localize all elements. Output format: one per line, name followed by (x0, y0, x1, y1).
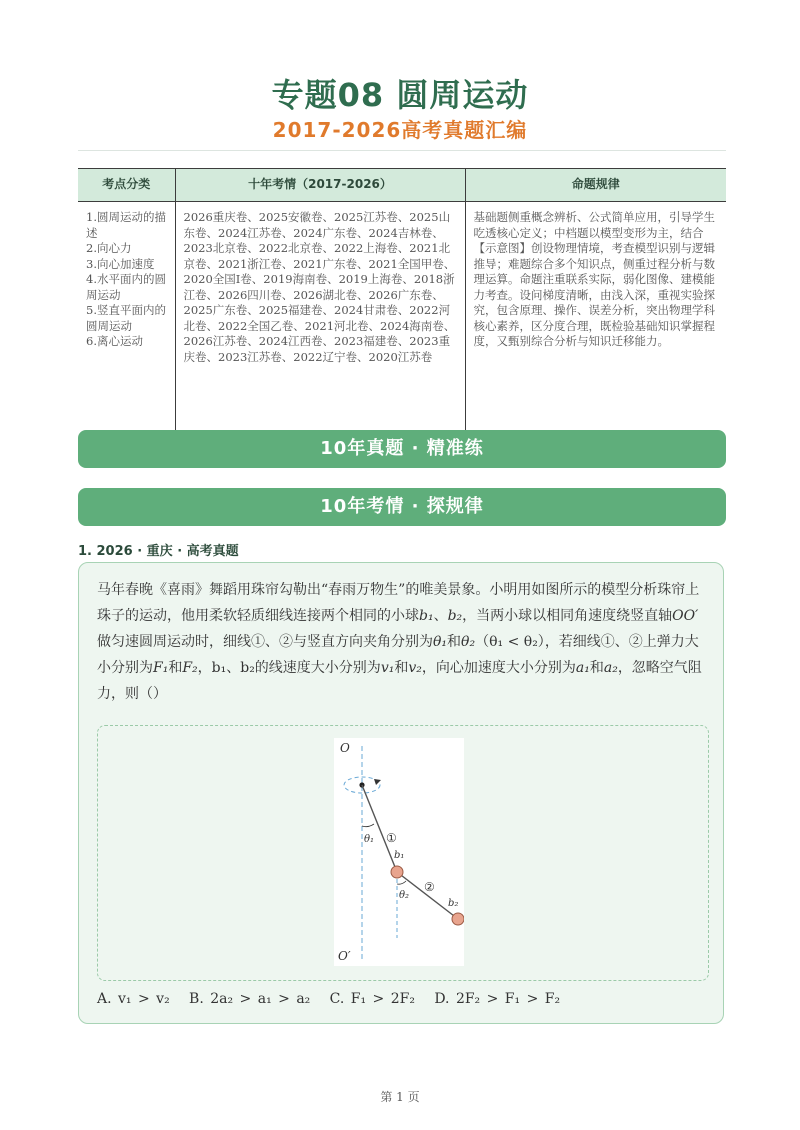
category-cell (78, 202, 175, 435)
stem-text: 和 (394, 660, 409, 676)
symbol-F1: F₁ (153, 660, 169, 676)
page-number: 第 1 页 (380, 1090, 420, 1104)
summary-table (78, 168, 726, 434)
category-item: 3.向心加速度 (86, 256, 155, 271)
page-subtitle: 2017-2026高考真题汇编 (272, 118, 528, 142)
category-item: 4.水平面内的圆周运动 (86, 272, 166, 302)
column-header: 考点分类 (78, 169, 175, 202)
stem-text: 做匀速圆周运动时，细线①、②与竖直方向夹角分别为 (97, 634, 433, 650)
symbol-v1: v₁ (380, 660, 395, 676)
option-d[interactable]: D. 2F₂ > F₁ > F₂ (434, 991, 561, 1007)
category-item: 5.竖直平面内的圆周运动 (86, 303, 166, 333)
question-header: 1. 2026 · 重庆 · 高考真题 (78, 544, 239, 559)
ball-b2 (452, 913, 464, 925)
figure-frame (97, 725, 709, 981)
column-header: 十年考情（2017-2026） (175, 169, 465, 202)
rotation-arrow-icon (374, 779, 381, 785)
practice-banner: 10年真题 · 精准练 (78, 430, 726, 468)
label-O-prime: O′ (338, 949, 351, 963)
symbol-axis: OO′ (672, 608, 699, 624)
table-header-row (78, 169, 726, 202)
label-theta2: θ₂ (399, 890, 410, 901)
symbol-theta1: θ₁ (433, 634, 448, 650)
symbol-F2: F₂ (182, 660, 198, 676)
category-item: 2.向心力 (86, 241, 132, 255)
option-c[interactable]: C. F₁ > 2F₂ (329, 991, 415, 1007)
pendulum-figure (334, 738, 464, 966)
angle-arc-2 (397, 881, 406, 884)
option-a[interactable]: A. v₁ > v₂ (97, 991, 170, 1007)
option-b[interactable]: B. 2a₂ > a₁ > a₂ (189, 991, 311, 1007)
symbol-v2: v₂ (408, 660, 422, 676)
column-header: 命题规律 (465, 169, 726, 202)
string-1 (362, 785, 397, 872)
divider (78, 150, 726, 151)
stem-text: ，向心加速度大小分别为 (421, 660, 576, 676)
question-card (78, 562, 724, 1024)
label-line2: ② (424, 880, 435, 894)
symbol-theta2: θ₂ (461, 634, 476, 650)
stem-text: 和 (447, 634, 462, 650)
stem-condition: （θ₁ < θ₂） (475, 634, 545, 650)
label-b2: b₂ (448, 898, 459, 909)
stem-text: 马年春晚《喜雨》舞蹈用珠帘勾勒出“春雨万物生”的唯美景象。小明用如图所示的模型分析珠帘上珠子的运动，他用柔软轻质细线连接两个相同的小球 (97, 582, 700, 624)
stem-text: ，忽略空气阻力，则（） (97, 660, 702, 702)
symbol-a1: a₁ (575, 660, 590, 676)
stem-text: ，若细线①、②上弹力大小分别为 (97, 634, 699, 676)
trend-banner: 10年考情 · 探规律 (78, 488, 726, 526)
angle-arc-1 (362, 824, 374, 827)
label-theta1: θ₁ (364, 834, 375, 845)
label-O: O (340, 741, 350, 755)
category-item: 6.离心运动 (86, 334, 143, 348)
symbol-b2: b₂ (447, 608, 463, 624)
stem-text: ，b₁、b₂的线速度大小分别为 (197, 660, 381, 676)
stem-text: ，当两小球以相同角速度绕竖直轴 (462, 608, 673, 624)
page-title: 专题08 圆周运动 (271, 76, 529, 114)
label-line1: ① (386, 831, 397, 845)
pattern-cell: 基础题侧重概念辨析、公式简单应用，引导学生吃透核心定义；中档题以模型变形为主，结合【示意图】创设物理情境，考查模型识别与逻辑推导；难题综合多个知识点，侧重过程分析与数理运算。命题注重联系实际，弱化图像、建模能力考查。设问梯度清晰，由浅入深，重视实验探究，包含原理、操作、误差分析，突出物理学科核心素养，区分度合理，既检验基础知识掌握程度，又甄别综合分析与知识迁移能力。 (465, 202, 726, 435)
category-item: 1.圆周运动的描述 (86, 210, 166, 240)
exam-list-cell: 2026重庆卷、2025安徽卷、2025江苏卷、2025山东卷、2024江苏卷、2024广东卷、2024吉林卷、2023北京卷、2022北京卷、2022上海卷、2021北京卷、2021浙江卷、2021广东卷、2021全国甲卷、2020全国Ⅰ卷、2019海南卷、2019上海卷、2018浙江卷、2026四川卷、2026湖北卷、2026广东卷、2025广东卷、2025福建卷、2024甘肃卷、2022河北卷、2022全国乙卷、2021河北卷、2024海南卷、2026江苏卷、2024江西卷、2023福建卷、2023重庆卷、2023江苏卷、2022辽宁卷、2020江苏卷 (175, 202, 465, 435)
symbol-a2: a₂ (603, 660, 618, 676)
label-b1: b₁ (394, 850, 405, 861)
question-stem (97, 577, 709, 707)
stem-text: 和 (589, 660, 604, 676)
ball-b1 (391, 866, 403, 878)
table-row (78, 202, 726, 435)
stem-text: 、 (433, 608, 448, 624)
symbol-b1: b₁ (419, 608, 434, 624)
figure-svg (334, 738, 464, 966)
answer-options (97, 987, 709, 1011)
stem-text: 和 (168, 660, 183, 676)
